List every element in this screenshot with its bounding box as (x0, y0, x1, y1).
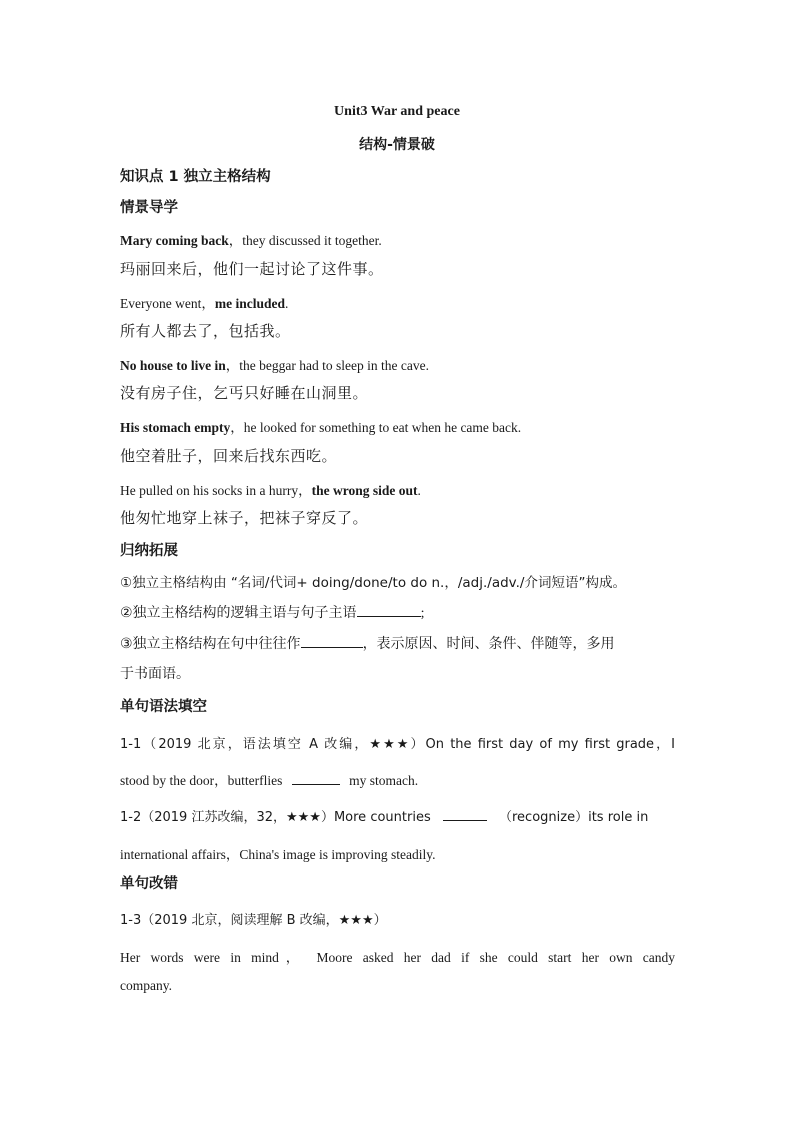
example-3-rest: ，the beggar had to sleep in the cave. (225, 358, 429, 373)
summary-item-3-blank[interactable] (301, 635, 363, 648)
example-4-bold: His stomach empty (120, 420, 231, 435)
section-heading-intro: 情景导学 (120, 200, 178, 216)
section-heading-correction: 单句改错 (120, 876, 178, 892)
question-1-3-line-2: company. (120, 978, 172, 993)
example-1-bold: Mary coming back (120, 233, 229, 248)
example-translation-2: 所有人都去了，包括我。 (120, 322, 291, 340)
summary-item-3 (120, 633, 675, 653)
example-translation-4: 他空着肚子，回来后找东西吃。 (120, 447, 338, 465)
question-1-1-line-1: 1-1（2019 北京，语法填空 A 改编，★★★）On the first day of my first grade，I (120, 737, 675, 752)
section-heading-fill-in: 单句语法填空 (120, 699, 207, 715)
summary-item-3-rest: ，表示原因、时间、条件、伴随等，多用 (362, 636, 615, 652)
example-sentence-1 (120, 229, 675, 249)
question-1-2-blank[interactable] (443, 808, 487, 821)
question-1-1-text: stood by the door，butterflies (120, 773, 283, 788)
question-1-3-label: 1-3（2019 北京，阅读理解 B 改编，★★★） (120, 913, 387, 928)
question-1-2-line-2: international affairs，China's image is improving steadily. (120, 847, 436, 862)
question-1-3-line-1: Her words were in mind， Moore asked her dad if she could start her own candy (120, 950, 675, 965)
example-2-rest: . (284, 296, 289, 311)
summary-item-2 (120, 602, 675, 622)
document-subtitle: 结构-情景破 (359, 137, 435, 153)
question-1-1-end: my stomach. (349, 773, 419, 788)
example-sentence-4 (120, 416, 675, 436)
summary-item-2-end: ; (420, 606, 425, 621)
example-3-bold: No house to live in (120, 358, 226, 373)
example-translation-5: 他匆忙地穿上袜子，把袜子穿反了。 (120, 509, 369, 527)
summary-item-2-blank[interactable] (357, 604, 421, 617)
example-sentence-2 (120, 292, 675, 312)
section-heading-summary: 归纳拓展 (120, 543, 178, 559)
example-sentence-5 (120, 479, 675, 499)
example-translation-3: 没有房子住，乞丐只好睡在山洞里。 (120, 384, 369, 402)
question-1-1-line-2 (120, 769, 675, 789)
question-1-2-text: 1-2（2019 江苏改编，32，★★★）More countries (120, 810, 431, 825)
example-translation-1: 玛丽回来后，他们一起讨论了这件事。 (120, 260, 384, 278)
example-sentence-3 (120, 354, 675, 374)
question-1-1-blank[interactable] (292, 772, 340, 785)
example-1-rest: ，they discussed it together. (228, 233, 382, 248)
example-2-pre: Everyone went， (120, 296, 215, 311)
example-5-pre: He pulled on his socks in a hurry， (120, 483, 312, 498)
document-title: Unit3 War and peace (334, 104, 460, 119)
summary-item-3-text: ③独立主格结构在句中往往作 (120, 636, 301, 652)
summary-item-1: ①独立主格结构由 “名词/代词+ doing/done/to do n.，/adj./adv./介词短语”构成。 (120, 575, 626, 591)
question-1-2-line-1 (120, 806, 675, 825)
summary-item-3-continued: 于书面语。 (120, 666, 190, 682)
example-4-rest: ，he looked for something to eat when he came back. (230, 420, 522, 435)
example-2-bold: me included (214, 296, 285, 311)
example-5-bold: the wrong side out (311, 483, 418, 498)
question-1-2-end: （recognize）its role in (499, 810, 649, 825)
section-heading-knowledge-point: 知识点 1 独立主格结构 (120, 169, 271, 185)
example-5-rest: . (417, 483, 421, 498)
summary-item-2-text: ②独立主格结构的逻辑主语与句子主语 (120, 605, 357, 621)
